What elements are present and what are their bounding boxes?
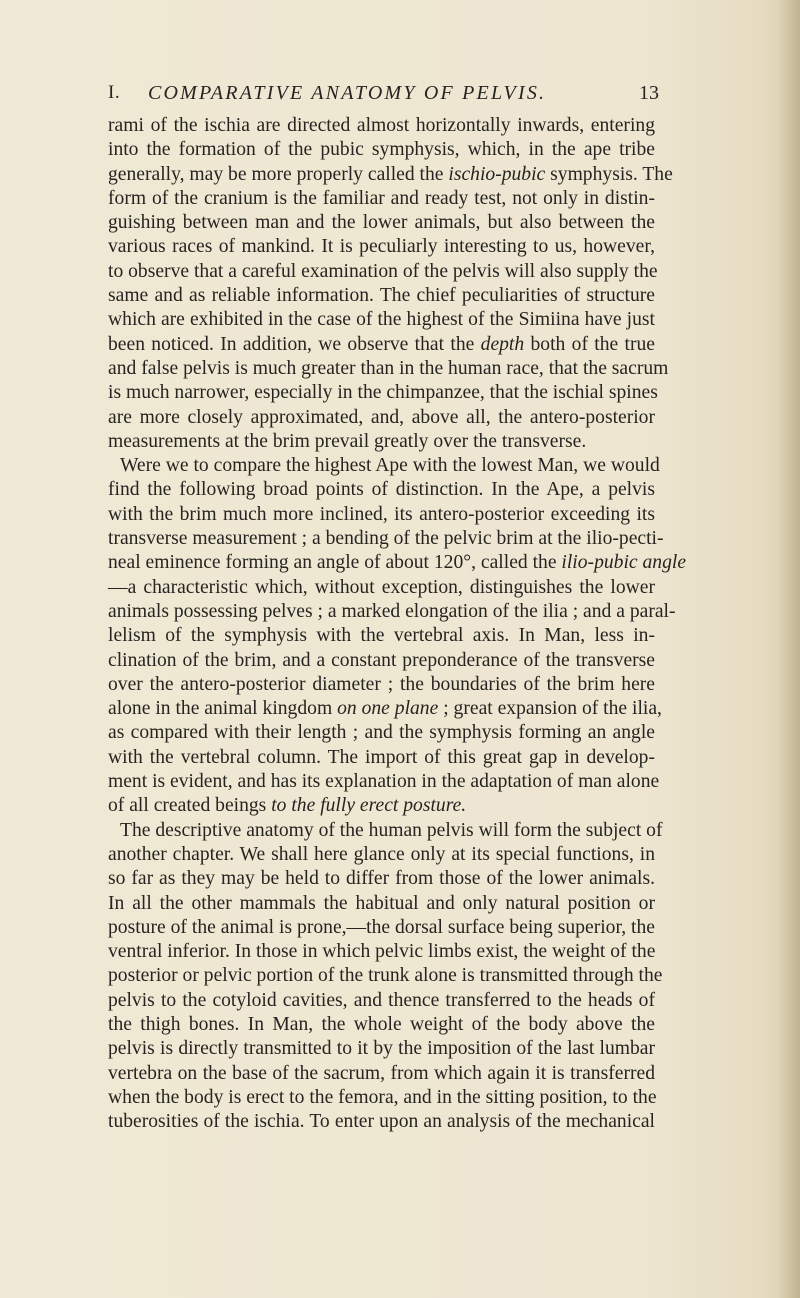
text-line bbox=[108, 430, 655, 454]
text-segment: transverse measurement ; a bending of the pelvic brim at the ilio-pecti- bbox=[108, 528, 664, 550]
text-line bbox=[108, 649, 655, 673]
text-segment: been noticed. In addition, we observe that the bbox=[108, 333, 481, 355]
text-line bbox=[108, 770, 660, 794]
text-segment: measurements at the brim prevail greatly over the transverse. bbox=[108, 430, 587, 452]
text-line bbox=[108, 260, 658, 284]
text-segment: guishing between man and the lower animals, but also between the bbox=[108, 212, 655, 234]
page-number: 13 bbox=[639, 82, 659, 104]
text-segment: pelvis to the cotyloid cavities, and thence transferred to the heads of bbox=[108, 989, 655, 1011]
text-segment: tuberosities of the ischia. To enter upon an analysis of the mechanical bbox=[108, 1111, 655, 1133]
italic-text: to the fully erect posture. bbox=[271, 795, 467, 817]
text-line bbox=[108, 551, 687, 575]
italic-text: depth bbox=[480, 333, 525, 355]
text-segment: form of the cranium is the familiar and ready test, not only in distin- bbox=[108, 187, 655, 209]
text-segment: with the brim much more inclined, its antero-posterior exceeding its bbox=[108, 503, 655, 525]
text-line bbox=[108, 138, 655, 162]
text-line bbox=[108, 746, 655, 770]
text-line bbox=[108, 624, 655, 648]
text-line bbox=[108, 1013, 655, 1037]
text-line bbox=[108, 333, 655, 357]
text-segment: lelism of the symphysis with the vertebral axis. In Man, less in- bbox=[108, 625, 655, 647]
text-line bbox=[108, 940, 655, 964]
text-segment: as compared with their length ; and the symphysis forming an angle bbox=[108, 722, 655, 744]
text-line bbox=[108, 308, 655, 332]
text-line bbox=[108, 819, 663, 843]
text-segment: neal eminence forming an angle of about 120°, called the bbox=[108, 552, 562, 574]
text-line bbox=[108, 673, 655, 697]
body-text bbox=[108, 114, 687, 1134]
text-segment: posterior or pelvic portion of the trunk alone is transmitted through the bbox=[108, 965, 663, 987]
italic-text: on one plane bbox=[337, 698, 439, 720]
text-line bbox=[108, 406, 655, 430]
text-segment: alone in the animal kingdom bbox=[108, 698, 338, 720]
text-segment: clination of the brim, and a constant preponderance of the transverse bbox=[108, 649, 655, 671]
text-segment: generally, may be more properly called the bbox=[108, 163, 449, 185]
text-segment: same and as reliable information. The chief peculiarities of structure bbox=[108, 285, 655, 307]
text-line bbox=[108, 1062, 655, 1086]
text-segment: find the following broad points of distinction. In the Ape, a pelvis bbox=[108, 479, 655, 501]
text-segment: pelvis is directly transmitted to it by the imposition of the last lumbar bbox=[108, 1038, 655, 1060]
text-segment: to observe that a careful examination of the pelvis will also supply the bbox=[108, 260, 658, 282]
text-line bbox=[108, 211, 655, 235]
text-segment: another chapter. We shall here glance only at its special functions, in bbox=[108, 843, 655, 865]
text-line bbox=[108, 1037, 655, 1061]
text-segment: when the body is erect to the femora, and in the sitting position, to the bbox=[108, 1086, 657, 1108]
text-line bbox=[108, 527, 664, 551]
text-line bbox=[108, 114, 655, 138]
text-line bbox=[108, 964, 663, 988]
text-segment: both of the true bbox=[524, 333, 655, 355]
text-line bbox=[108, 478, 655, 502]
text-segment: —a characteristic which, without exception, distinguishes the lower bbox=[108, 576, 655, 598]
text-segment: with the vertebral column. The import of this great gap in develop- bbox=[108, 746, 655, 768]
text-segment: of all created beings bbox=[108, 795, 272, 817]
chapter-number: I. bbox=[108, 82, 121, 103]
italic-text: ilio-pubic angle bbox=[561, 552, 687, 574]
text-line bbox=[108, 721, 655, 745]
text-segment: ventral inferior. In those in which pelvic limbs exist, the weight of the bbox=[108, 941, 656, 963]
text-segment: the thigh bones. In Man, the whole weight of the body above the bbox=[108, 1013, 655, 1035]
text-line bbox=[108, 284, 655, 308]
running-title: COMPARATIVE ANATOMY OF PELVIS. bbox=[148, 82, 547, 104]
text-line bbox=[108, 794, 655, 818]
text-line bbox=[108, 843, 655, 867]
text-segment: ment is evident, and has its explanation in the adaptation of man alone bbox=[108, 771, 660, 793]
text-segment: various races of mankind. It is peculiarly interesting to us, however, bbox=[108, 236, 655, 258]
text-line bbox=[108, 1110, 655, 1134]
text-segment: so far as they may be held to differ from those of the lower animals. bbox=[108, 868, 655, 890]
text-segment: over the antero-posterior diameter ; the boundaries of the brim here bbox=[108, 673, 655, 695]
text-segment: into the formation of the pubic symphysis, which, in the ape tribe bbox=[108, 139, 655, 161]
text-segment: symphysis. The bbox=[545, 163, 673, 185]
text-segment: rami of the ischia are directed almost horizontally inwards, entering bbox=[108, 115, 655, 136]
text-line bbox=[108, 989, 655, 1013]
text-line bbox=[108, 357, 669, 381]
text-line bbox=[108, 235, 655, 259]
text-segment: Were we to compare the highest Ape with the lowest Man, we would bbox=[120, 455, 660, 477]
text-line bbox=[108, 381, 658, 405]
text-line bbox=[108, 576, 655, 600]
text-line bbox=[108, 163, 673, 187]
text-segment: vertebra on the base of the sacrum, from which again it is transferred bbox=[108, 1062, 655, 1084]
text-segment: In all the other mammals the habitual and only natural position or bbox=[108, 892, 655, 914]
text-segment: and false pelvis is much greater than in the human race, that the sacrum bbox=[108, 357, 669, 379]
text-line bbox=[108, 867, 655, 891]
page-edge-shadow bbox=[778, 0, 800, 1298]
text-segment: are more closely approximated, and, above all, the antero-posterior bbox=[108, 406, 655, 428]
text-segment: ; great expansion of the ilia, bbox=[438, 698, 662, 720]
text-segment: animals possessing pelves ; a marked elongation of the ilia ; and a paral- bbox=[108, 600, 676, 622]
text-line bbox=[108, 187, 655, 211]
text-segment: posture of the animal is prone,—the dorsal surface being superior, the bbox=[108, 916, 655, 938]
text-segment: is much narrower, especially in the chimpanzee, that the ischial spines bbox=[108, 382, 658, 404]
text-line bbox=[108, 454, 660, 478]
text-line bbox=[108, 600, 676, 624]
text-line bbox=[108, 1086, 655, 1110]
text-line bbox=[108, 892, 655, 916]
italic-text: ischio-pubic bbox=[448, 163, 546, 185]
text-segment: which are exhibited in the case of the highest of the Simiina have just bbox=[108, 309, 655, 331]
running-head bbox=[108, 82, 658, 108]
text-line bbox=[108, 697, 662, 721]
text-segment: The descriptive anatomy of the human pelvis will form the subject of bbox=[120, 819, 663, 841]
text-line bbox=[108, 503, 655, 527]
text-line bbox=[108, 916, 655, 940]
